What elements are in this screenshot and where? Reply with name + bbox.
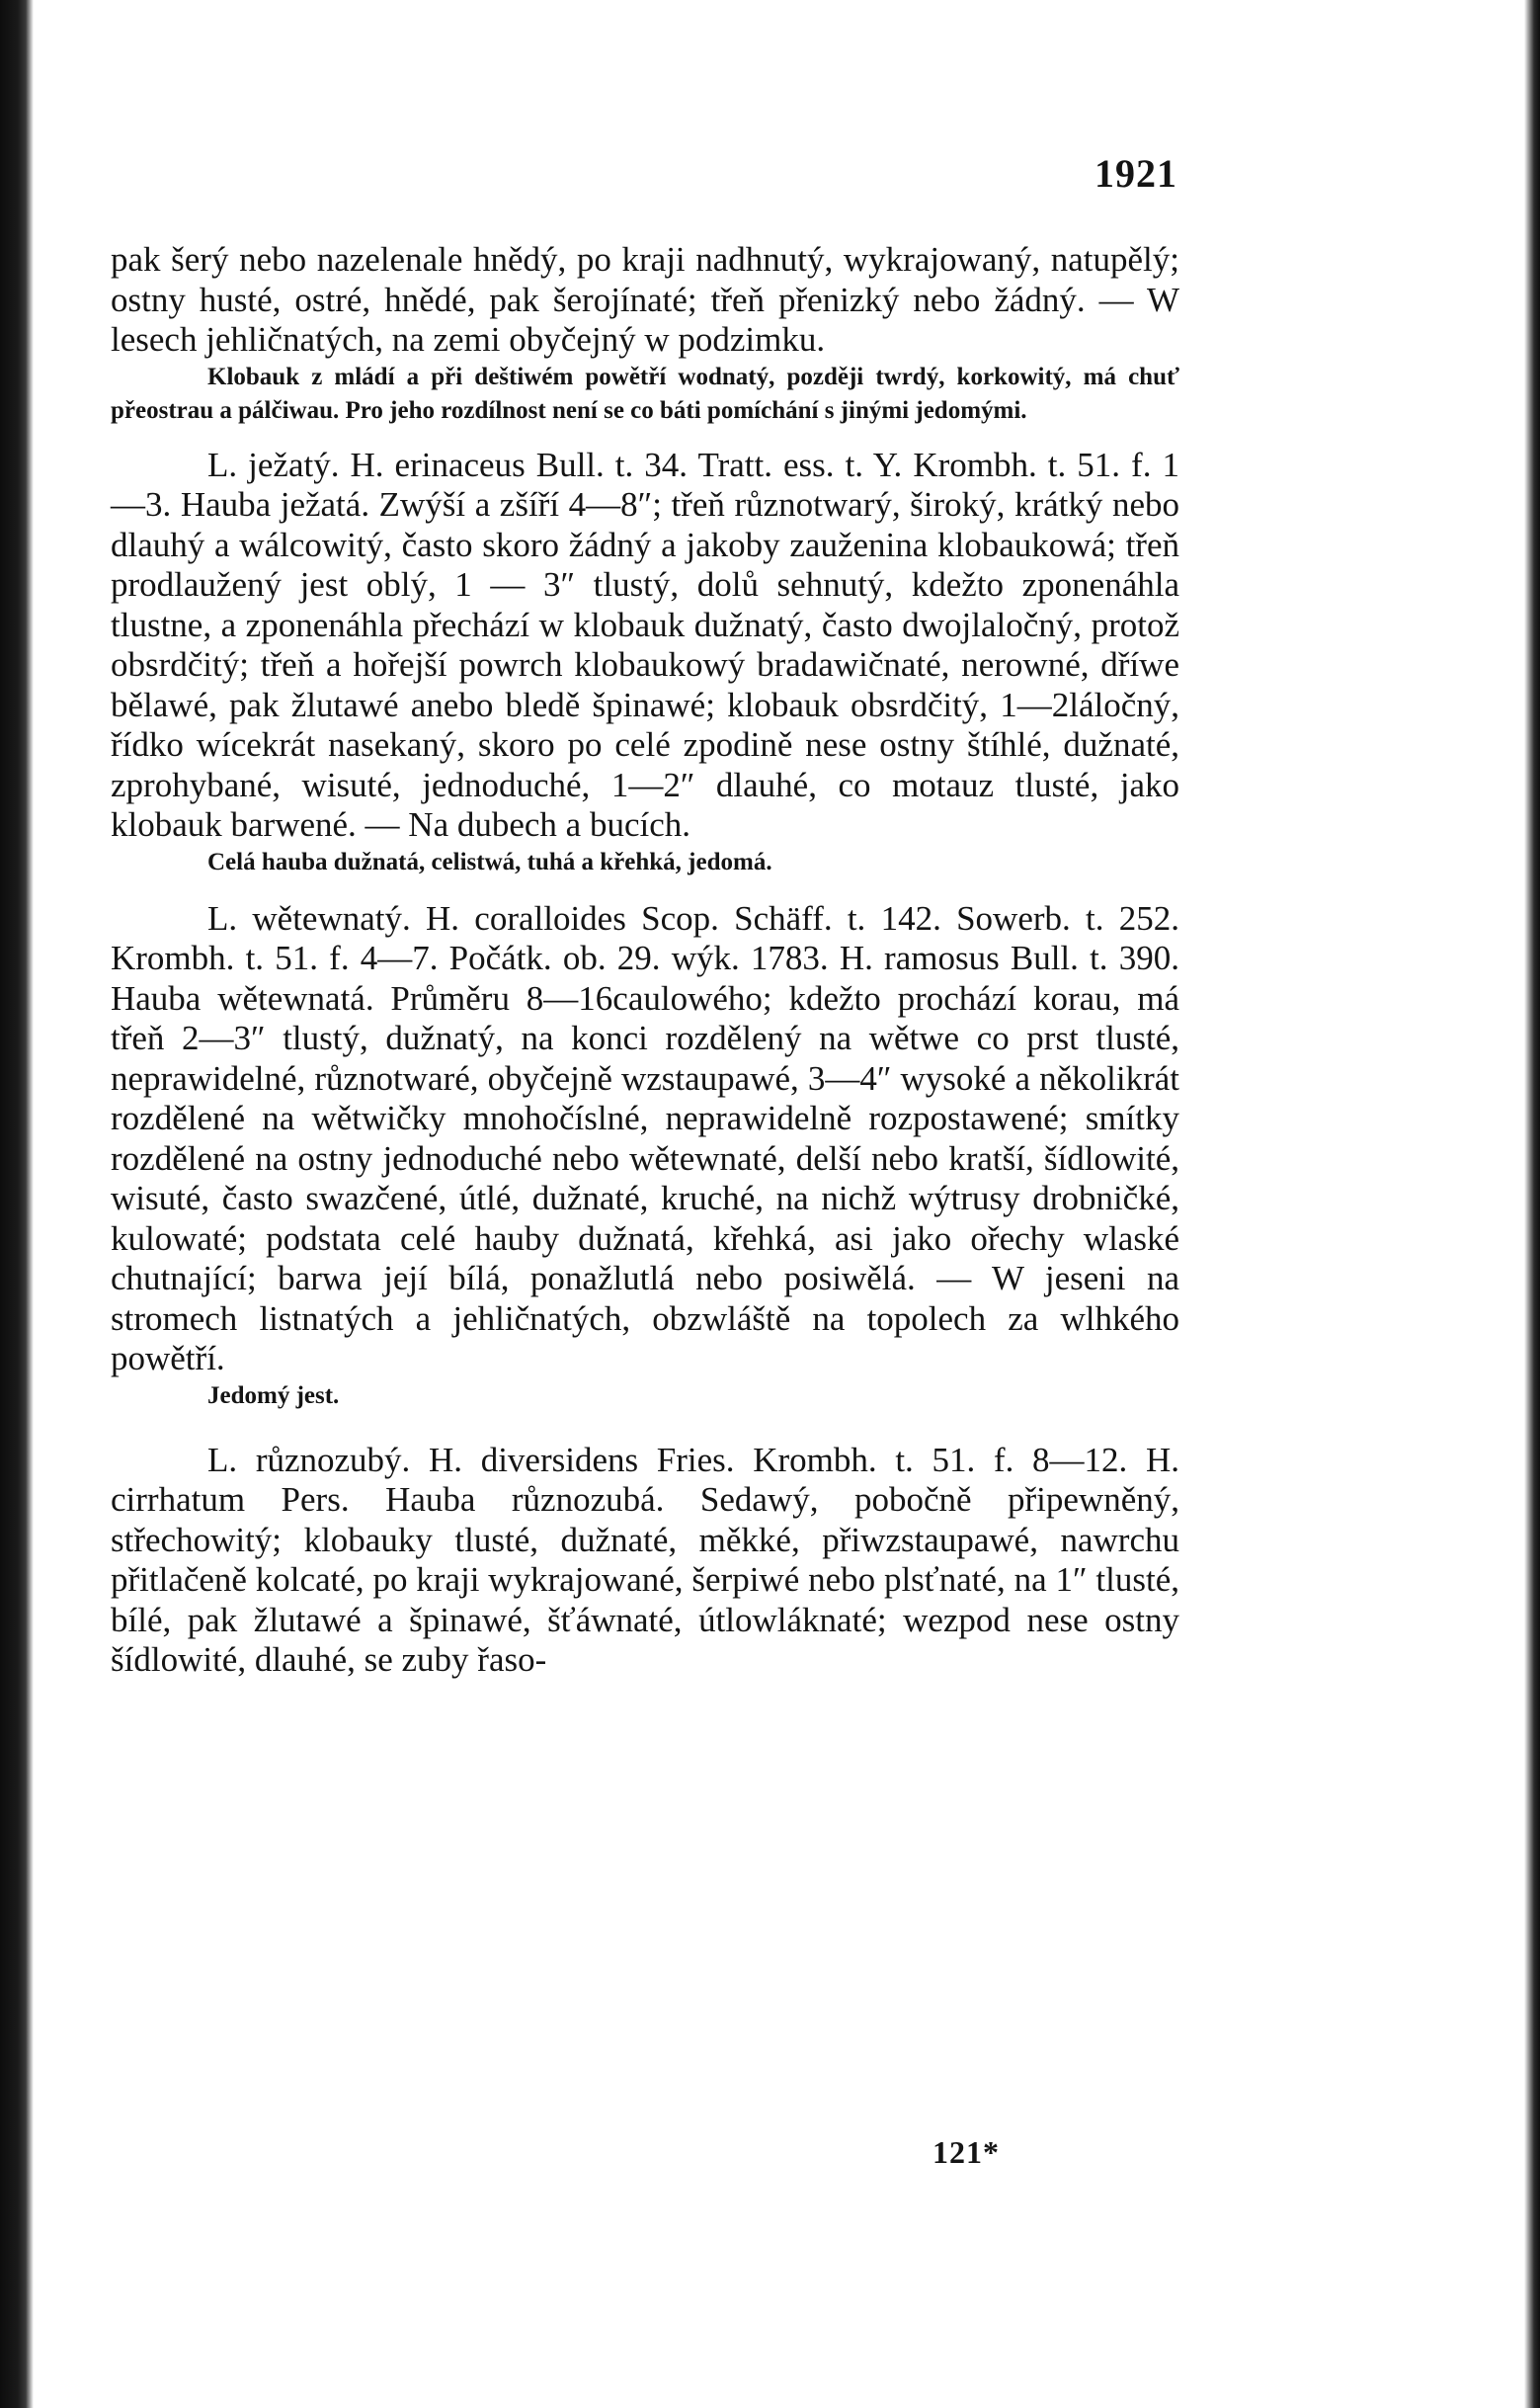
entry-jezaty: L. ježatý. H. erinaceus Bull. t. 34. Tratt. ess. t. Y. Krombh. t. 51. f. 1—3. Hauba ježatá. Zwýší a zšíří 4—8″; třeň různotwarý, široký, krátký nebo dlauhý a wálcowitý, často skoro žádný a jakoby zauženina klobaukowá; třeň prodlaužený jest oblý, 1 — 3″ tlustý, dolů sehnutý, kdežto zponenáhla tlustne, a zponenáhla přechází w klobauk dužnatý, často dwojlaločný, protož obsrdčitý; třeň a hořejší powrch klobaukowý bradawičnaté, nerowné, dříwe bělawé, pak žlutawé anebo bledě špinawé; klobauk obsrdčitý, 1—2láločný, řídko wícekrát nasekaný, skoro po celé zpodině nese ostny štíhlé, dužnaté, zprohybané, wisuté, jednoduché, 1—2″ dlauhé, co motauz tlusté, jako klobauk barwené. — Na dubech a bucích. [111, 445, 1179, 844]
entry-ruznozuby: L. různozubý. H. diversidens Fries. Krombh. t. 51. f. 8—12. H. cirrhatum Pers. Hauba různozubá. Sedawý, pobočně připewněný, střechowitý; klobauky tlusté, dužnaté, měkké, přiwzstaupawé, nawrchu přitlačeně kolcaté, po kraji wykrajowané, šerpiwé nebo plsťnaté, na 1″ tlusté, bílé, pak žlutawé a špinawé, šťáwnaté, útlowláknaté; wezpod nese ostny šídlowité, dlauhé, se zuby řaso- [111, 1440, 1179, 1679]
entry-wetewnaty: L. wětewnatý. H. coralloides Scop. Schäff. t. 142. Sowerb. t. 252. Krombh. t. 51. f. 4—7. Počátk. ob. 29. wýk. 1783. H. ramosus Bull. t. 390. Hauba wětewnatá. Průměru 8—16caulowého; kdežto prochází korau, má třeň 2—3″ tlustý, dužnatý, na konci rozdělený na wětwe co prst tlusté, neprawidelné, různotwaré, obyčejně wzstaupawé, 3—4″ wysoké a několikrát rozdělené na wětwičky mnohočíslné, neprawidelně rozpostawené; smítky rozdělené na ostny jednoduché nebo wětewnaté, delší nebo kratší, šídlowité, wisuté, často swazčené, útlé, dužnaté, kruché, na nichž wýtrusy drobničké, kulowaté; podstata celé hauby dužnatá, křehká, asi jako ořechy wlaské chutnající; barwa její bílá, ponažlutlá nebo posiwělá. — W jeseni na stromech listnatých a jehličnatých, obzwláště na topolech za wlhkého powětří. [111, 898, 1179, 1377]
note-small-print: Klobauk z mládí a při deštiwém powětří wodnatý, později twrdý, korkowitý, má chuť přeostrau a pálčiwau. Pro jeho rozdílnost není se co báti pomíchání s jinými jedomými. [111, 363, 1179, 424]
book-spine-shadow [0, 0, 34, 2408]
note-small-print: Celá hauba dužnatá, celistwá, tuhá a křehká, jedomá. [207, 848, 772, 875]
printer-signature: 121* [932, 2134, 1000, 2170]
body-text [111, 240, 1179, 1681]
note-small-print: Jedomý jest. [207, 1381, 340, 1409]
page-edge-shadow [1524, 0, 1540, 2408]
paragraph-continuation: pak šerý nebo nazelenale hnědý, po kraji nadhnutý, wykrajowaný, natupělý; ostny husté, ostré, hnědé, pak šerojínaté; třeň přenizký nebo žádný. — W lesech jehličnatých, na zemi obyčejný w podzimku. [111, 240, 1179, 359]
page-number: 1921 [1094, 151, 1177, 196]
